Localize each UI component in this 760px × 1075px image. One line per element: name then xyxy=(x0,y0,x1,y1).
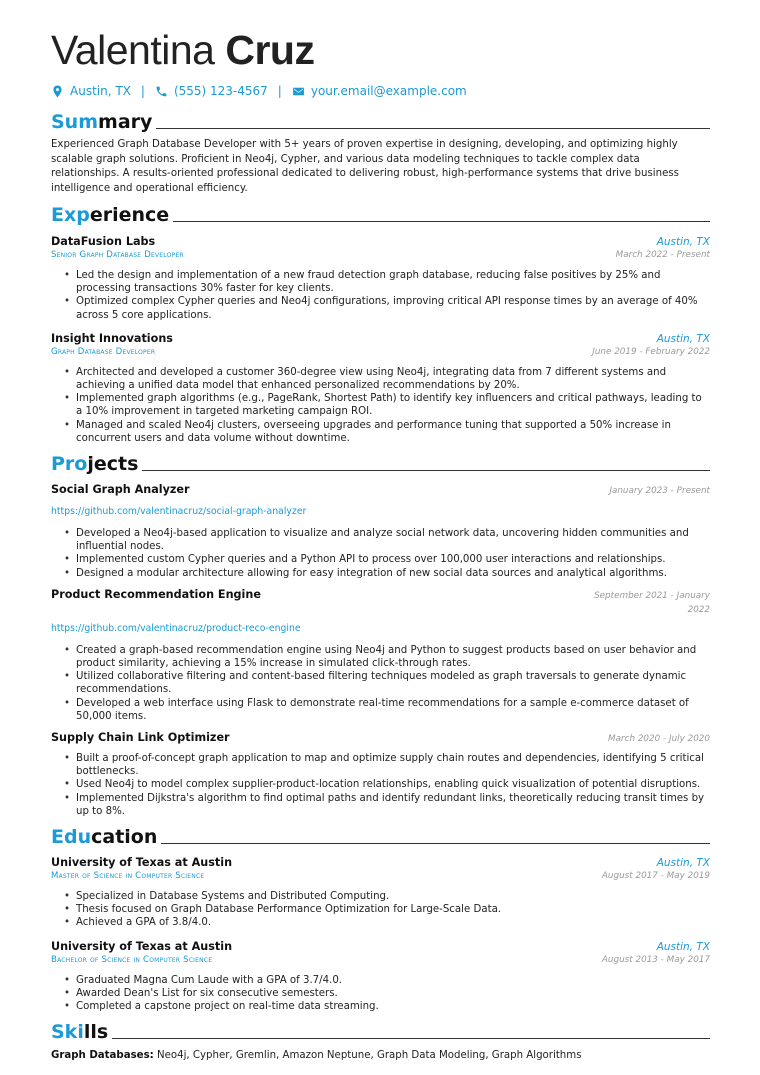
summary-text: Experienced Graph Database Developer with 5+ years of proven expertise in designing, developing, and optimizing highly scalable graph solutions. Proficient in Neo4j, Cypher, and various data modeling techniques to tackle complex data relationships. A results-oriented professional dedicated to delivering robust, high-performance systems that drive business intelligence and operational efficiency. xyxy=(51,139,679,194)
contact-email[interactable] xyxy=(292,84,467,98)
skills-label: Graph Databases: xyxy=(51,1050,154,1062)
project-entry xyxy=(51,731,710,818)
list-item: • Designed a modular architecture allowing for easy integration of new social data sources and analytical algorithms. xyxy=(64,567,710,580)
job-location: Austin, TX xyxy=(656,236,710,248)
section-title: Experience xyxy=(51,204,170,226)
project-dates: March 2020 - July 2020 xyxy=(608,734,710,745)
section-title: Projects xyxy=(51,453,139,476)
list-item: • Developed a web interface using Flask to demonstrate real-time recommendations for a sample e-commerce dataset of 50,000 items. xyxy=(64,697,710,723)
project-link[interactable]: https://github.com/valentinacruz/social-graph-analyzer xyxy=(51,506,307,518)
school-location: Austin, TX xyxy=(656,940,710,953)
education-entry xyxy=(51,940,710,1014)
list-item: • Implemented custom Cypher queries and a Python API to process over 100,000 user interactions and relationships. xyxy=(64,553,710,566)
education-dates: August 2013 - May 2017 xyxy=(601,954,710,965)
bullet-list xyxy=(64,644,710,723)
section-divider xyxy=(161,843,710,844)
section-divider xyxy=(173,221,710,222)
map-pin-icon xyxy=(51,85,64,98)
job-location: Austin, TX xyxy=(656,332,710,345)
job-dates: March 2022 - Present xyxy=(615,250,710,260)
contact-separator: | xyxy=(140,84,145,98)
experience-heading xyxy=(51,202,710,226)
bullet-list xyxy=(64,527,710,580)
contact-separator: | xyxy=(277,84,282,98)
project-dates: January 2023 - Present xyxy=(609,486,710,497)
list-item: • Completed a capstone project on real-time data streaming. xyxy=(64,1000,710,1013)
project-entry xyxy=(51,588,710,723)
list-item: • Built a proof-of-concept graph application to map and optimize supply chain routes and dependencies, identifying 5 critical bottlenecks. xyxy=(64,752,710,778)
list-item: • Specialized in Database Systems and Distributed Computing. xyxy=(64,890,710,903)
email-link[interactable]: your.email@example.com xyxy=(310,84,467,98)
section-title: Education xyxy=(51,826,158,849)
list-item: • Achieved a GPA of 3.8/4.0. xyxy=(64,916,710,929)
list-item: • Implemented Dijkstra's algorithm to find optimal paths and identify redundant links, theoretically reducing transit times by up to 8%. xyxy=(64,792,710,818)
bullet-list xyxy=(64,752,710,818)
bullet-list xyxy=(64,269,710,322)
location-text: Austin, TX xyxy=(70,84,131,98)
list-item: • Managed and scaled Neo4j clusters, overseeing upgrades and performance tuning that supported a 50% increase in concurrent users and data volume without downtime. xyxy=(64,419,710,445)
list-item: • Awarded Dean's List for six consecutive semesters. xyxy=(64,987,710,1000)
education-dates: August 2017 - May 2019 xyxy=(601,871,710,882)
skills-value: Neo4j, Cypher, Gremlin, Amazon Neptune, Graph Data Modeling, Graph Algorithms xyxy=(156,1050,582,1062)
project-entry xyxy=(51,483,710,580)
section-divider xyxy=(142,470,710,471)
contact-line xyxy=(51,82,710,100)
bullet-list xyxy=(64,974,710,1014)
skills-heading xyxy=(51,1019,710,1043)
first-name: Valentina xyxy=(51,27,215,73)
education-entry xyxy=(51,856,710,930)
last-name: Cruz xyxy=(225,27,315,73)
bullet-list xyxy=(64,890,710,930)
project-name: Social Graph Analyzer xyxy=(51,483,190,497)
job-dates: June 2019 - February 2022 xyxy=(592,346,710,357)
projects-heading xyxy=(51,451,710,475)
list-item: • Used Neo4j to model complex supplier-product-location relationships, enabling quick visualization of potential disruptions. xyxy=(64,778,710,791)
candidate-name xyxy=(51,26,710,74)
list-item: • Implemented graph algorithms (e.g., PageRank, Shortest Path) to identify key influencers and critical pathways, leading to a 10% improvement in targeted marketing campaign ROI. xyxy=(64,392,710,418)
company-name: DataFusion Labs xyxy=(51,235,156,248)
list-item: • Developed a Neo4j-based application to visualize and analyze social network data, uncovering hidden communities and influential nodes. xyxy=(64,527,710,553)
experience-entry xyxy=(51,235,710,322)
envelope-icon xyxy=(292,85,305,98)
list-item: • Led the design and implementation of a new fraud detection graph database, reducing false positives by 25% and processing transactions 30% faster for key clients. xyxy=(64,269,710,295)
bullet-list xyxy=(64,366,710,445)
resume xyxy=(51,26,710,1063)
school-location: Austin, TX xyxy=(656,857,710,870)
phone-icon xyxy=(155,85,168,98)
contact-phone[interactable] xyxy=(155,84,268,98)
school-name: University of Texas at Austin xyxy=(51,939,233,953)
section-divider xyxy=(112,1038,710,1039)
job-title: Graph Database Developer xyxy=(51,346,156,357)
experience-entry xyxy=(51,332,710,445)
list-item: • Thesis focused on Graph Database Performance Optimization for Large-Scale Data. xyxy=(64,903,710,916)
company-name: Insight Innovations xyxy=(51,331,173,345)
section-title: Skills xyxy=(51,1021,109,1044)
list-item: • Created a graph-based recommendation engine using Neo4j and Python to suggest products based on user behavior and product similarity, achieving a 15% increase in simulated click-through rates. xyxy=(64,644,710,670)
summary-heading xyxy=(51,109,710,133)
list-item: • Utilized collaborative filtering and content-based filtering techniques modeled as graph traversals to generate dynamic recommendations. xyxy=(64,670,710,696)
phone-text: (555) 123-4567 xyxy=(173,84,268,98)
list-item: • Optimized complex Cypher queries and Neo4j configurations, improving critical API response times by an average of 40% across 5 core applications. xyxy=(64,295,710,321)
skills-line xyxy=(51,1049,710,1063)
degree-title: Master of Science in Computer Science xyxy=(51,871,205,882)
list-item: • Graduated Magna Cum Laude with a GPA of 3.7/4.0. xyxy=(64,974,710,987)
school-name: University of Texas at Austin xyxy=(51,856,233,870)
section-divider xyxy=(156,128,710,129)
job-title: Senior Graph Database Developer xyxy=(51,250,184,260)
contact-location xyxy=(51,84,131,98)
section-title: Summary xyxy=(51,111,153,133)
project-dates: September 2021 - January 2022 xyxy=(594,590,710,615)
list-item: • Architected and developed a customer 360-degree view using Neo4j, integrating data from 7 different systems and achieving a unified data model that enhanced personalized recommendations by 20%. xyxy=(64,366,710,392)
project-name: Supply Chain Link Optimizer xyxy=(51,731,230,745)
education-heading xyxy=(51,824,710,848)
degree-title: Bachelor of Science in Computer Science xyxy=(51,954,213,965)
project-name: Product Recommendation Engine xyxy=(51,587,261,601)
project-link[interactable]: https://github.com/valentinacruz/product-reco-engine xyxy=(51,622,301,634)
